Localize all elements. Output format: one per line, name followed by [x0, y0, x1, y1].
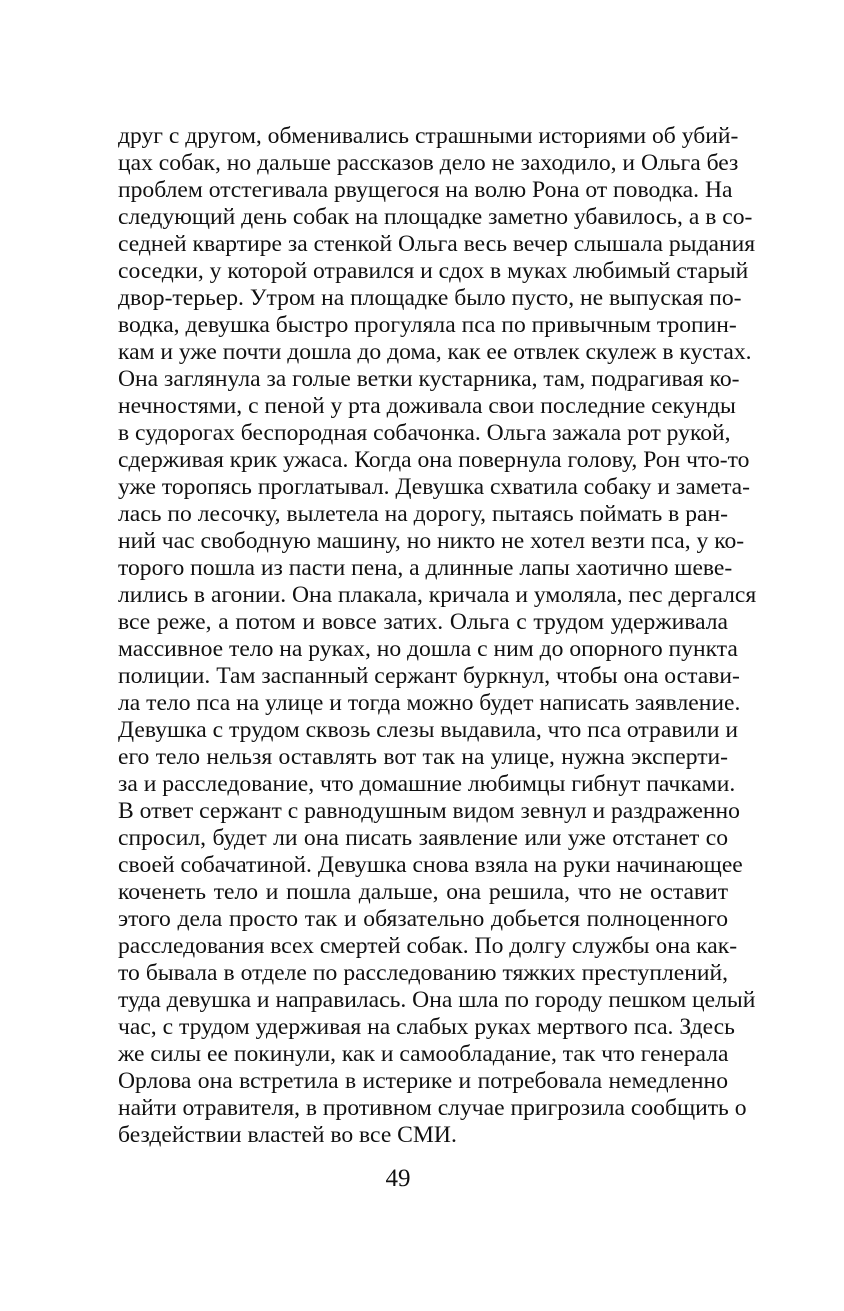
text-line: все реже, а потом и вовсе затих. Ольга с трудом удерживала: [118, 609, 728, 635]
text-line: час, с трудом удерживая на слабых руках мертвого пса. Здесь: [118, 1014, 735, 1040]
text-line: седней квартире за стенкой Ольга весь вечер слышала рыдания: [118, 231, 756, 257]
text-line: же силы ее покинули, как и самообладание, так что генерала: [118, 1041, 729, 1067]
text-line: расследования всех смертей собак. По долгу службы она как-: [118, 933, 738, 959]
text-line: массивное тело на руках, но дошла с ним до опорного пункта: [118, 636, 738, 662]
text-line: его тело нельзя оставлять вот так на улице, нужна эксперти-: [118, 744, 728, 770]
page-number: 49: [385, 1165, 411, 1192]
text-line: проблем отстегивала рвущегося на волю Рона от поводка. На: [118, 177, 733, 203]
text-line: лась по лесочку, вылетела на дорогу, пытаясь поймать в ран-: [118, 501, 728, 527]
text-line: В ответ сержант с равнодушным видом зевнул и раздраженно: [118, 798, 740, 824]
text-line: двор-терьер. Утром на площадке было пусто, не выпуская по-: [118, 285, 742, 311]
text-line: этого дела просто так и обязательно добьется полноценного: [118, 906, 728, 932]
text-line: цах собак, но дальше рассказов дело не заходило, и Ольга без: [118, 150, 739, 176]
text-line: найти отравителя, в противном случае пригрозила сообщить о: [118, 1095, 747, 1121]
text-line: соседки, у которой отравился и сдох в муках любимый старый: [118, 258, 749, 284]
text-line: то бывала в отделе по расследованию тяжких преступлений,: [118, 960, 728, 986]
page-body-text: [118, 123, 757, 1149]
text-line: спросил, будет ли она писать заявление или уже отстанет со: [118, 825, 728, 851]
text-line: лились в агонии. Она плакала, кричала и умоляла, пес дергался: [118, 582, 757, 608]
text-line: нечностями, с пеной у рта доживала свои последние секунды: [118, 393, 736, 419]
text-line: ний час свободную машину, но никто не хотел везти пса, у ко-: [118, 528, 745, 554]
text-line: сдерживая крик ужаса. Когда она повернула голову, Рон что-то: [118, 447, 750, 473]
text-line: водка, девушка быстро прогуляла пса по привычным тропин-: [118, 312, 737, 338]
text-line: уже торопясь проглатывал. Девушка схватила собаку и замета-: [118, 474, 750, 500]
text-line: друг с другом, обменивались страшными историями об убий-: [118, 123, 739, 149]
text-line: следующий день собак на площадке заметно убавилось, а в со-: [118, 204, 753, 230]
text-line: торого пошла из пасти пена, а длинные лапы хаотично шеве-: [118, 555, 733, 581]
text-line: кам и уже почти дошла до дома, как ее отвлек скулеж в кустах.: [118, 339, 752, 365]
text-line: своей собачатиной. Девушка снова взяла на руки начинающее: [118, 852, 743, 878]
text-line: Девушка с трудом сквозь слезы выдавила, что пса отравили и: [118, 717, 738, 743]
text-line: ла тело пса на улице и тогда можно будет написать заявление.: [118, 690, 741, 716]
text-line: туда девушка и направилась. Она шла по городу пешком целый: [118, 987, 756, 1013]
text-line: в судорогах беспородная собачонка. Ольга зажала рот рукой,: [118, 420, 731, 446]
text-line: Она заглянула за голые ветки кустарника, там, подрагивая ко-: [118, 366, 740, 392]
text-line: бездействии властей во все СМИ.: [118, 1122, 457, 1148]
text-line: полиции. Там заспанный сержант буркнул, чтобы она остави-: [118, 663, 740, 689]
text-line: за и расследование, что домашние любимцы гибнут пачками.: [118, 771, 736, 797]
text-line: коченеть тело и пошла дальше, она решила, что не оставит: [118, 879, 728, 905]
text-line: Орлова она встретила в истерике и потребовала немедленно: [118, 1068, 728, 1094]
